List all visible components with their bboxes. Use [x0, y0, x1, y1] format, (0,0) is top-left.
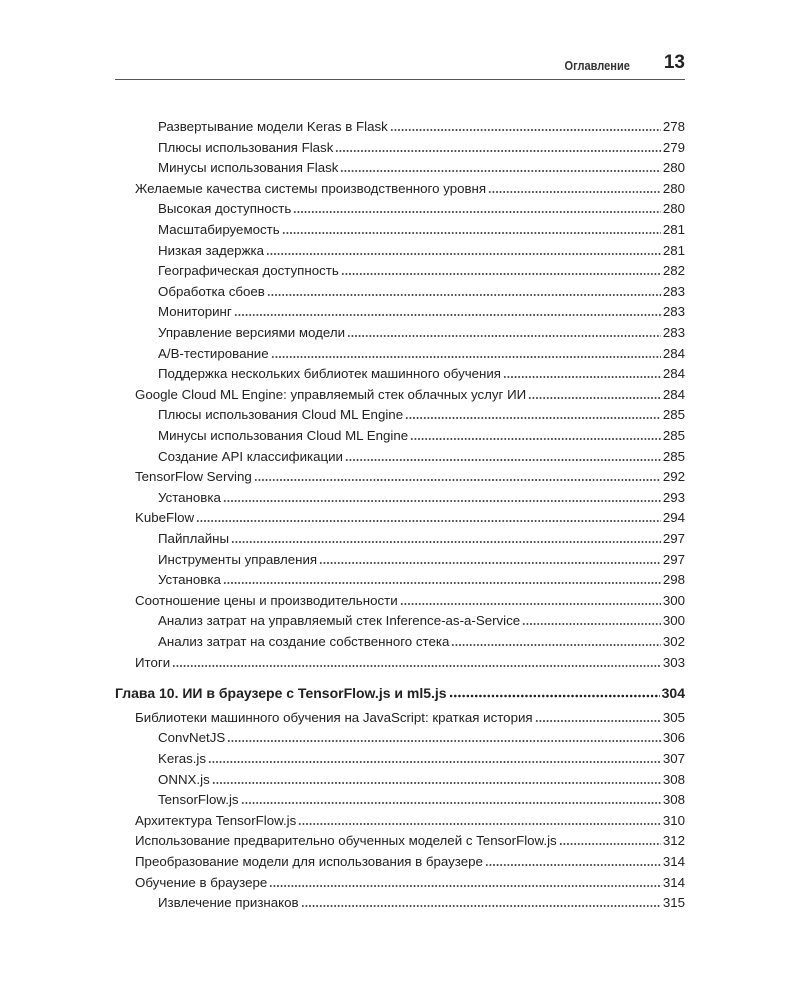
toc-entry-page: 297 [662, 531, 685, 546]
toc-entry-page: 308 [662, 792, 685, 808]
toc-entry[interactable] [135, 179, 685, 199]
toc-entry-title: Минусы использования Cloud ML Engine [158, 428, 409, 443]
toc-entry[interactable] [135, 653, 685, 673]
toc-entry-title: Установка [158, 572, 221, 588]
dot-leader [212, 775, 661, 785]
dot-leader [319, 555, 661, 565]
toc-entry-page: 292 [662, 469, 685, 485]
toc-entry[interactable] [158, 138, 685, 158]
toc-entry[interactable] [158, 749, 685, 769]
toc-entry-page: 278 [662, 119, 685, 134]
dot-leader [254, 472, 661, 482]
toc-entry[interactable] [158, 282, 685, 302]
toc-entry-page: 304 [661, 685, 685, 702]
toc-entry[interactable] [158, 488, 685, 508]
toc-entry-page: 281 [662, 222, 685, 237]
dot-leader [410, 431, 661, 441]
toc-entry-page: 306 [662, 730, 685, 746]
toc-entry[interactable] [158, 529, 685, 549]
toc-entry-title: Минусы использования Flask [158, 160, 339, 176]
dot-leader [503, 369, 661, 379]
dot-leader [269, 878, 661, 888]
toc-entry[interactable] [135, 831, 685, 851]
toc-entry[interactable] [135, 708, 685, 728]
toc-entry-page: 283 [662, 283, 685, 299]
dot-leader [301, 898, 661, 908]
toc-entry-title: ConvNetJS [158, 730, 226, 746]
toc-entry-title: Анализ затрат на создание собственного стека [158, 634, 450, 649]
toc-entry-title: ONNX.js [158, 771, 210, 787]
toc-entry-page: 305 [662, 709, 685, 725]
toc-entry-title: Соотношение цены и производительности [135, 592, 398, 608]
dot-leader [405, 410, 661, 420]
dot-leader [559, 836, 661, 846]
dot-leader [335, 143, 660, 153]
toc-entry-page: 298 [662, 572, 685, 588]
toc-entry-title: TensorFlow.js [158, 792, 239, 808]
dot-leader [449, 688, 660, 698]
dot-leader [341, 266, 661, 276]
toc-entry-page: 300 [662, 613, 685, 629]
toc-entry-page: 315 [662, 895, 685, 911]
toc-entry-title: Плюсы использования Flask [158, 139, 334, 155]
dot-leader [390, 122, 661, 132]
toc-entry[interactable] [158, 570, 685, 590]
toc-entry[interactable] [135, 591, 685, 611]
toc-entry[interactable] [158, 632, 685, 652]
toc-entry[interactable] [158, 364, 685, 384]
dot-leader [267, 287, 661, 297]
toc-entry[interactable] [158, 405, 685, 425]
toc-entry-page: 280 [662, 160, 685, 176]
toc-entry[interactable] [158, 550, 685, 570]
toc-entry[interactable] [158, 893, 685, 913]
toc-entry-page: 303 [662, 654, 685, 670]
toc-entry-title: Высокая доступность [158, 201, 292, 217]
toc-entry-page: 312 [662, 833, 685, 849]
dot-leader [400, 596, 661, 606]
toc-entry-page: 310 [662, 812, 685, 828]
section-title: Оглавление [564, 58, 630, 73]
dot-leader [345, 452, 661, 462]
toc-chapter-entry[interactable] [115, 683, 685, 703]
toc-entry-title: Желаемые качества системы производственного уровня [135, 180, 487, 196]
toc-entry[interactable] [158, 344, 685, 364]
toc-entry-title: Глава 10. ИИ в браузере с TensorFlow.js и ml5.js [115, 685, 447, 702]
header-rule [115, 79, 685, 80]
toc-entry-page: 308 [662, 771, 685, 787]
toc-entry[interactable] [158, 728, 685, 748]
dot-leader [196, 513, 661, 523]
toc-entry-title: Google Cloud ML Engine: управляемый стек облачных услуг ИИ [135, 386, 527, 402]
toc-entry-page: 284 [662, 386, 685, 402]
page-number: 13 [663, 52, 685, 73]
dot-leader [522, 616, 661, 626]
dot-leader [340, 163, 660, 173]
dot-leader [234, 307, 661, 317]
toc-entry[interactable] [135, 508, 685, 528]
toc-entry-title: Преобразование модели для использования в браузере [135, 854, 483, 869]
toc-entry-title: Масштабируемость [158, 222, 280, 237]
toc-entry[interactable] [135, 467, 685, 487]
toc-entry-page: 279 [662, 139, 685, 155]
toc-entry-page: 280 [662, 180, 685, 196]
toc-entry-page: 283 [662, 304, 685, 320]
toc-entry[interactable] [158, 323, 685, 343]
dot-leader [535, 713, 661, 723]
toc-entry-title: TensorFlow Serving [135, 469, 252, 485]
toc-entry-page: 280 [662, 201, 685, 217]
toc-entry[interactable] [158, 261, 685, 281]
toc-entry-page: 314 [662, 874, 685, 890]
toc-entry-title: Keras.js [158, 751, 207, 766]
toc-entry-page: 300 [662, 592, 685, 608]
toc-entry-title: Обучение в браузере [135, 874, 268, 890]
toc-entry-title: KubeFlow [135, 510, 195, 526]
toc-entry-title: Создание API классификации [158, 448, 343, 464]
toc-entry-title: Использование предварительно обученных моделей с TensorFlow.js [135, 833, 557, 849]
toc-entry-title: Мониторинг [158, 304, 232, 320]
toc-entry-title: Библиотеки машинного обучения на JavaScript: краткая история [135, 709, 533, 725]
dot-leader [266, 246, 661, 256]
toc-entry-title: Обработка сбоев [158, 283, 265, 299]
toc-entry-page: 282 [662, 263, 685, 279]
toc-entry[interactable] [158, 220, 685, 240]
dot-leader [451, 637, 660, 647]
dot-leader [241, 795, 661, 805]
toc-entry-title: Поддержка нескольких библиотек машинного обучения [158, 366, 502, 382]
toc-entry[interactable] [158, 302, 685, 322]
toc-entry[interactable] [158, 611, 685, 631]
dot-leader [298, 816, 661, 826]
toc-entry-page: 314 [662, 854, 685, 869]
toc-entry[interactable] [158, 447, 685, 467]
toc-entry-page: 281 [662, 242, 685, 258]
dot-leader [347, 328, 661, 338]
toc-entry[interactable] [158, 790, 685, 810]
toc-entry-title: Итоги [135, 654, 171, 670]
toc-entry[interactable] [158, 241, 685, 261]
toc-entry[interactable] [135, 873, 685, 893]
toc-entry-page: 285 [662, 448, 685, 464]
dot-leader [223, 493, 661, 503]
dot-leader [208, 754, 661, 764]
toc-entry[interactable] [158, 117, 685, 137]
toc-entry-page: 283 [662, 325, 685, 340]
toc-entry-title: Географическая доступность [158, 263, 339, 279]
dot-leader [271, 349, 661, 359]
toc-entry-title: Низкая задержка [158, 242, 264, 258]
toc-entry-title: Развертывание модели Keras в Flask [158, 119, 388, 134]
toc-entry[interactable] [135, 811, 685, 831]
toc-entry-title: Архитектура TensorFlow.js [135, 812, 297, 828]
dot-leader [172, 658, 661, 668]
toc-entry-page: 294 [662, 510, 685, 526]
toc-entry-page: 297 [662, 551, 685, 567]
dot-leader [227, 733, 661, 743]
toc-entry-page: 293 [662, 489, 685, 505]
toc-entry-page: 307 [662, 751, 685, 766]
toc-entry[interactable] [158, 426, 685, 446]
dot-leader [231, 534, 661, 544]
toc-entry[interactable] [135, 852, 685, 872]
toc-entry-title: Инструменты управления [158, 551, 318, 567]
toc-entry-page: 302 [662, 634, 685, 649]
dot-leader [223, 575, 661, 585]
toc-entry[interactable] [158, 199, 685, 219]
toc-entry-page: 285 [662, 407, 685, 423]
toc-entry-title: Управление версиями модели [158, 325, 345, 340]
toc-entry[interactable] [158, 770, 685, 790]
toc-entry[interactable] [135, 385, 685, 405]
toc-entry-title: Извлечение признаков [158, 895, 299, 911]
toc-entry[interactable] [158, 158, 685, 178]
dot-leader [488, 184, 661, 194]
dot-leader [528, 390, 661, 400]
dot-leader [282, 225, 661, 235]
toc-entry-title: Установка [158, 489, 221, 505]
toc-entry-title: A/B-тестирование [158, 345, 269, 361]
toc-entry-page: 284 [662, 366, 685, 382]
toc-entry-page: 285 [662, 428, 685, 443]
toc-entry-page: 284 [662, 345, 685, 361]
toc-entry-title: Анализ затрат на управляемый стек Inference-as-a-Service [158, 613, 521, 629]
running-header [115, 52, 685, 80]
toc-entry-title: Плюсы использования Cloud ML Engine [158, 407, 404, 423]
dot-leader [293, 204, 660, 214]
toc-entry-title: Пайплайны [158, 531, 230, 546]
dot-leader [485, 857, 661, 867]
